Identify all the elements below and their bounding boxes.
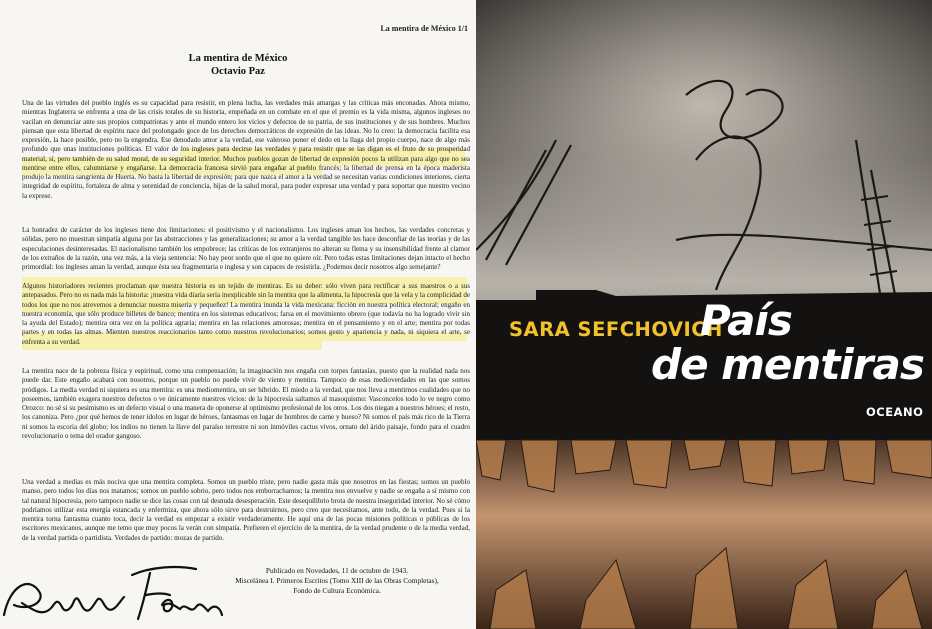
paragraph: Una de las virtudes del pueblo inglés es su capacidad para resistir, en plena lucha, las verdades más amargas y las críticas más enconadas. Ahora mismo, mientras Inglaterra se enfrenta a una de las crisis totales de su historia, empeñada en un combate en el que el premio es la vida misma, algunos ingleses no vacilan en denunciar ante sus propios compatriotas y ante el mundo entero los vicios y defectos de su patria, de sus instituciones y de sus hombres. Muchos piensan que esta libertad de espíritu nace del prolongado goce de los derechos democráticos de expresión de las ideas. No lo creo: la democracia facilita esa expresión, la hace posible, pero no la engendra. Ese denodado amor a la verdad, ese valeroso poner el dedo en la llaga del propio cuerpo, nace de algo más profundo que unas instituciones políticas. El valor de los ingleses para decirse las verdades y para resistir que se las digan es el fruto de su prosperidad material, sí, pero también de su salud moral, de su seguridad interior. Muchos pueblos gozan de libertad de expresión pocos la utilizan para algo que no sea mentirse entre ellos, calumniarse y engañarse. La democracia francesa sirvió para engañar al pueblo francés; la libertad de prensa en la época maderista produjo la mentira sangrienta de Huerta. No basta la libertad de expresión; para que nazca el amor a la verdad se necesitan varias condiciones interiores, cierta integridad de espíritu, fortaleza de alma y serenidad de conciencia, hijas de la salud moral, para poder expresar una verdad y para soportar que nuestro vecino la exprese. bbox=[22, 99, 470, 200]
cover-author: SARA SEFCHOVICH bbox=[509, 318, 723, 341]
cover-publisher: OCEANO bbox=[866, 405, 924, 419]
publication-line: Publicado en Novedades, 11 de octubre de 1943. bbox=[265, 566, 409, 575]
paragraph: Una verdad a medias es más nociva que una mentira completa. Somos un pueblo triste, pero nadie gasta más que nosotros en las fiestas; somos un pueblo manso, pero todos los días nos matamos; somos un pueblo sobrio, pero todos nos emborrachamos; la mentira nos envuelve y nadie se engaña a sí mismo con tal natural hipocresía, pero tampoco nadie se dice las cosas con tal desnuda desesperación. Este desequilibrio brota de nuestra inseguridad interior. No sé cómo podríamos utilizar esta energía estancada y enfermiza, que ahora sólo sirve para destruirnos, pero creo que necesitamos, ante todo, de la verdad. Pues si la mentira torna fantasma cuanto toca, decir la verdad es empezar a existir verdaderamente. He aquí una de las pocas misiones políticas o públicas de los escritores mexicanos, aunque me temo que muy pocos la verán con simpatía. Prefieren el ejercicio de la mentira, de la verdad prudente o de la media verdad, de la verdad partida o partidista. Verdades de partido: mozas de partido. bbox=[22, 478, 470, 542]
document-author: Octavio Paz bbox=[211, 66, 265, 77]
publication-line: Fondo de Cultura Económica. bbox=[293, 586, 381, 595]
paragraph: Algunos historiadores recientes proclaman que nuestra historia es un tejido de mentiras. Es su deber: sólo viven para rectificar a sus maestros o a sus antepasados. Pero no es nada más la historia: ¡nuestra vida diaria sería inexplicable sin la mentira que la alimenta, la hipocresía que la vela y la complicidad de todos los que no nos atrevemos a denunciar nuestra miseria y pequeñez! La mentira inunda la vida mexicana: ficción en nuestra política electoral; engaño en nuestra economía, que sólo produce billetes de banco; mentira en los sistemas educativos; farsa en el movimiento obrero (que todavía no ha logrado vivir sin la ayuda del Estado); mentira otra vez en la política agraria; mentira en las relaciones amorosas; mentira en el pensamiento y en el arte; mentira por todas partes y en todas las almas. Mienten nuestros reaccionarios tanto como nuestros revolucionarios; somos gesto y apariencia y nada, ni siquiera el arte, se enfrenta a su verdad. bbox=[22, 282, 470, 346]
book-cover bbox=[476, 0, 932, 629]
cover-title-line1: País bbox=[700, 296, 792, 345]
page-header: La mentira de México 1/1 bbox=[380, 24, 468, 33]
paragraph: La mentira nace de la pobreza física y espiritual, como una compensación; la imaginación nos engaña con torpes fantasías, puesto que la realidad nada nos puede dar. Este engaño acabará con nosotros, porque un pueblo no puede vivir de viento y mentira. Tampoco de esas medioverdades en las que somos pródigos. La media verdad ni siquiera es una mentira: es una mediomentira, un ser híbrido. El miedo a la verdad, que nos lleva a mentirnos cualidades que no poseemos, también exagera nuestros defectos o ve únicamente nuestros vicios: de la hipocresía saltamos al masoquismo: Vasconcelos todo lo ve negro como Orozco: no sé si su pesimismo es un defecto visual o una manera de oponerse al optimismo profesional de los otros. Los dos niegan a nuestros héroes; el resto, los canoniza. Pero ¿por qué hemos de tener ídolos en lugar de héroes, fantasmas en lugar de hombres de carne y hueso? Ni somos el país más rico de la Tierra ni somos la escoria del globo; los indios no tienen la llave del paraíso terrestre ni son inmóviles cactus vivos, ornato del árido paisaje, fondo para el cuadro revolucionario o tema del orador gangoso. bbox=[22, 367, 470, 440]
document-title: La mentira de México bbox=[188, 53, 288, 64]
paragraph: La honradez de carácter de los ingleses tiene dos limitaciones: el positivismo y el nacionalismo. Los ingleses aman los hechos, las verdades concretas y sólidas, pero no muestran simpatía alguna por las abstracciones y las generalizaciones; su amor a la verdad tangible les hace desconfiar de las teorías y de las especulaciones desinteresadas. El nacionalismo también los empobrece; las críticas de los extranjeros no alteran su flema y su insensibilidad frente al clamor de los extraños de la razón, una vez más, a la vieja sentencia: No hay peor sordo que el que no quiere oír. Pero todas estas limitaciones dejan intacto el hecho primordial: los ingleses aman la verdad, aunque ésta sea fragmentaria e inglesa y son capaces de resistirla. ¿Podemos decir nosotros algo semejante? bbox=[22, 226, 470, 271]
publication-info bbox=[212, 566, 462, 596]
cover-title-line2: de mentiras bbox=[651, 340, 924, 389]
handwritten-signature bbox=[0, 545, 230, 629]
publication-line: Miscelánea I. Primeros Escritos (Tomo XIII de las Obras Completas), bbox=[235, 576, 439, 585]
